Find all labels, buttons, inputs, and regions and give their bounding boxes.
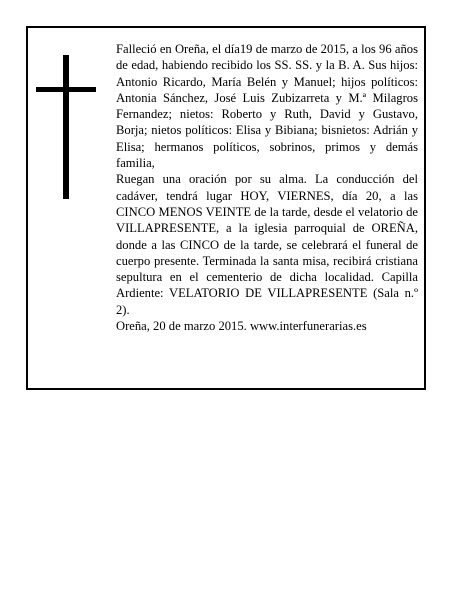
- funeral-details-paragraph: Ruegan una oración por su alma. La conducción del cadáver, tendrá lugar HOY, VIERNES, día 20, a las CINCO MENOS VEINTE de la tarde, desde el velatorio de VILLAPRESENTE, a la iglesia parroquial de OREÑA, donde a las CINCO de la tarde, se celebrará el funeral de cuerpo presente. Terminada la santa misa, recibirá cristiana sepultura en el cementerio de dicha localidad. Capilla Ardiente: VELATORIO DE VILLAPRESENTE (Sala n.º 2).: [116, 172, 418, 317]
- cross-horizontal-bar: [36, 87, 96, 92]
- obituary-notice: [26, 26, 426, 390]
- obituary-text: [116, 41, 418, 334]
- date-and-website-line: Oreña, 20 de marzo 2015. www.interfunerarias.es: [116, 319, 367, 334]
- cross-vertical-bar: [63, 55, 69, 199]
- cross-icon: [36, 55, 96, 199]
- announcement-paragraph: Falleció en Oreña, el día19 de marzo de 2015, a los 96 años de edad, habiendo recibido los SS. SS. y la B. A. Sus hijos: Antonio Ricardo, María Belén y Manuel; hijos políticos: Antonia Sánchez, José Luis Zubizarreta y M.ª Milagros Fernandez; nietos: Roberto y Ruth, David y Gustavo, Borja; nietos políticos: Elisa y Bibiana; bisnietos: Adrián y Elisa; hermanos políticos, sobrinos, primos y demás familia,: [116, 42, 418, 171]
